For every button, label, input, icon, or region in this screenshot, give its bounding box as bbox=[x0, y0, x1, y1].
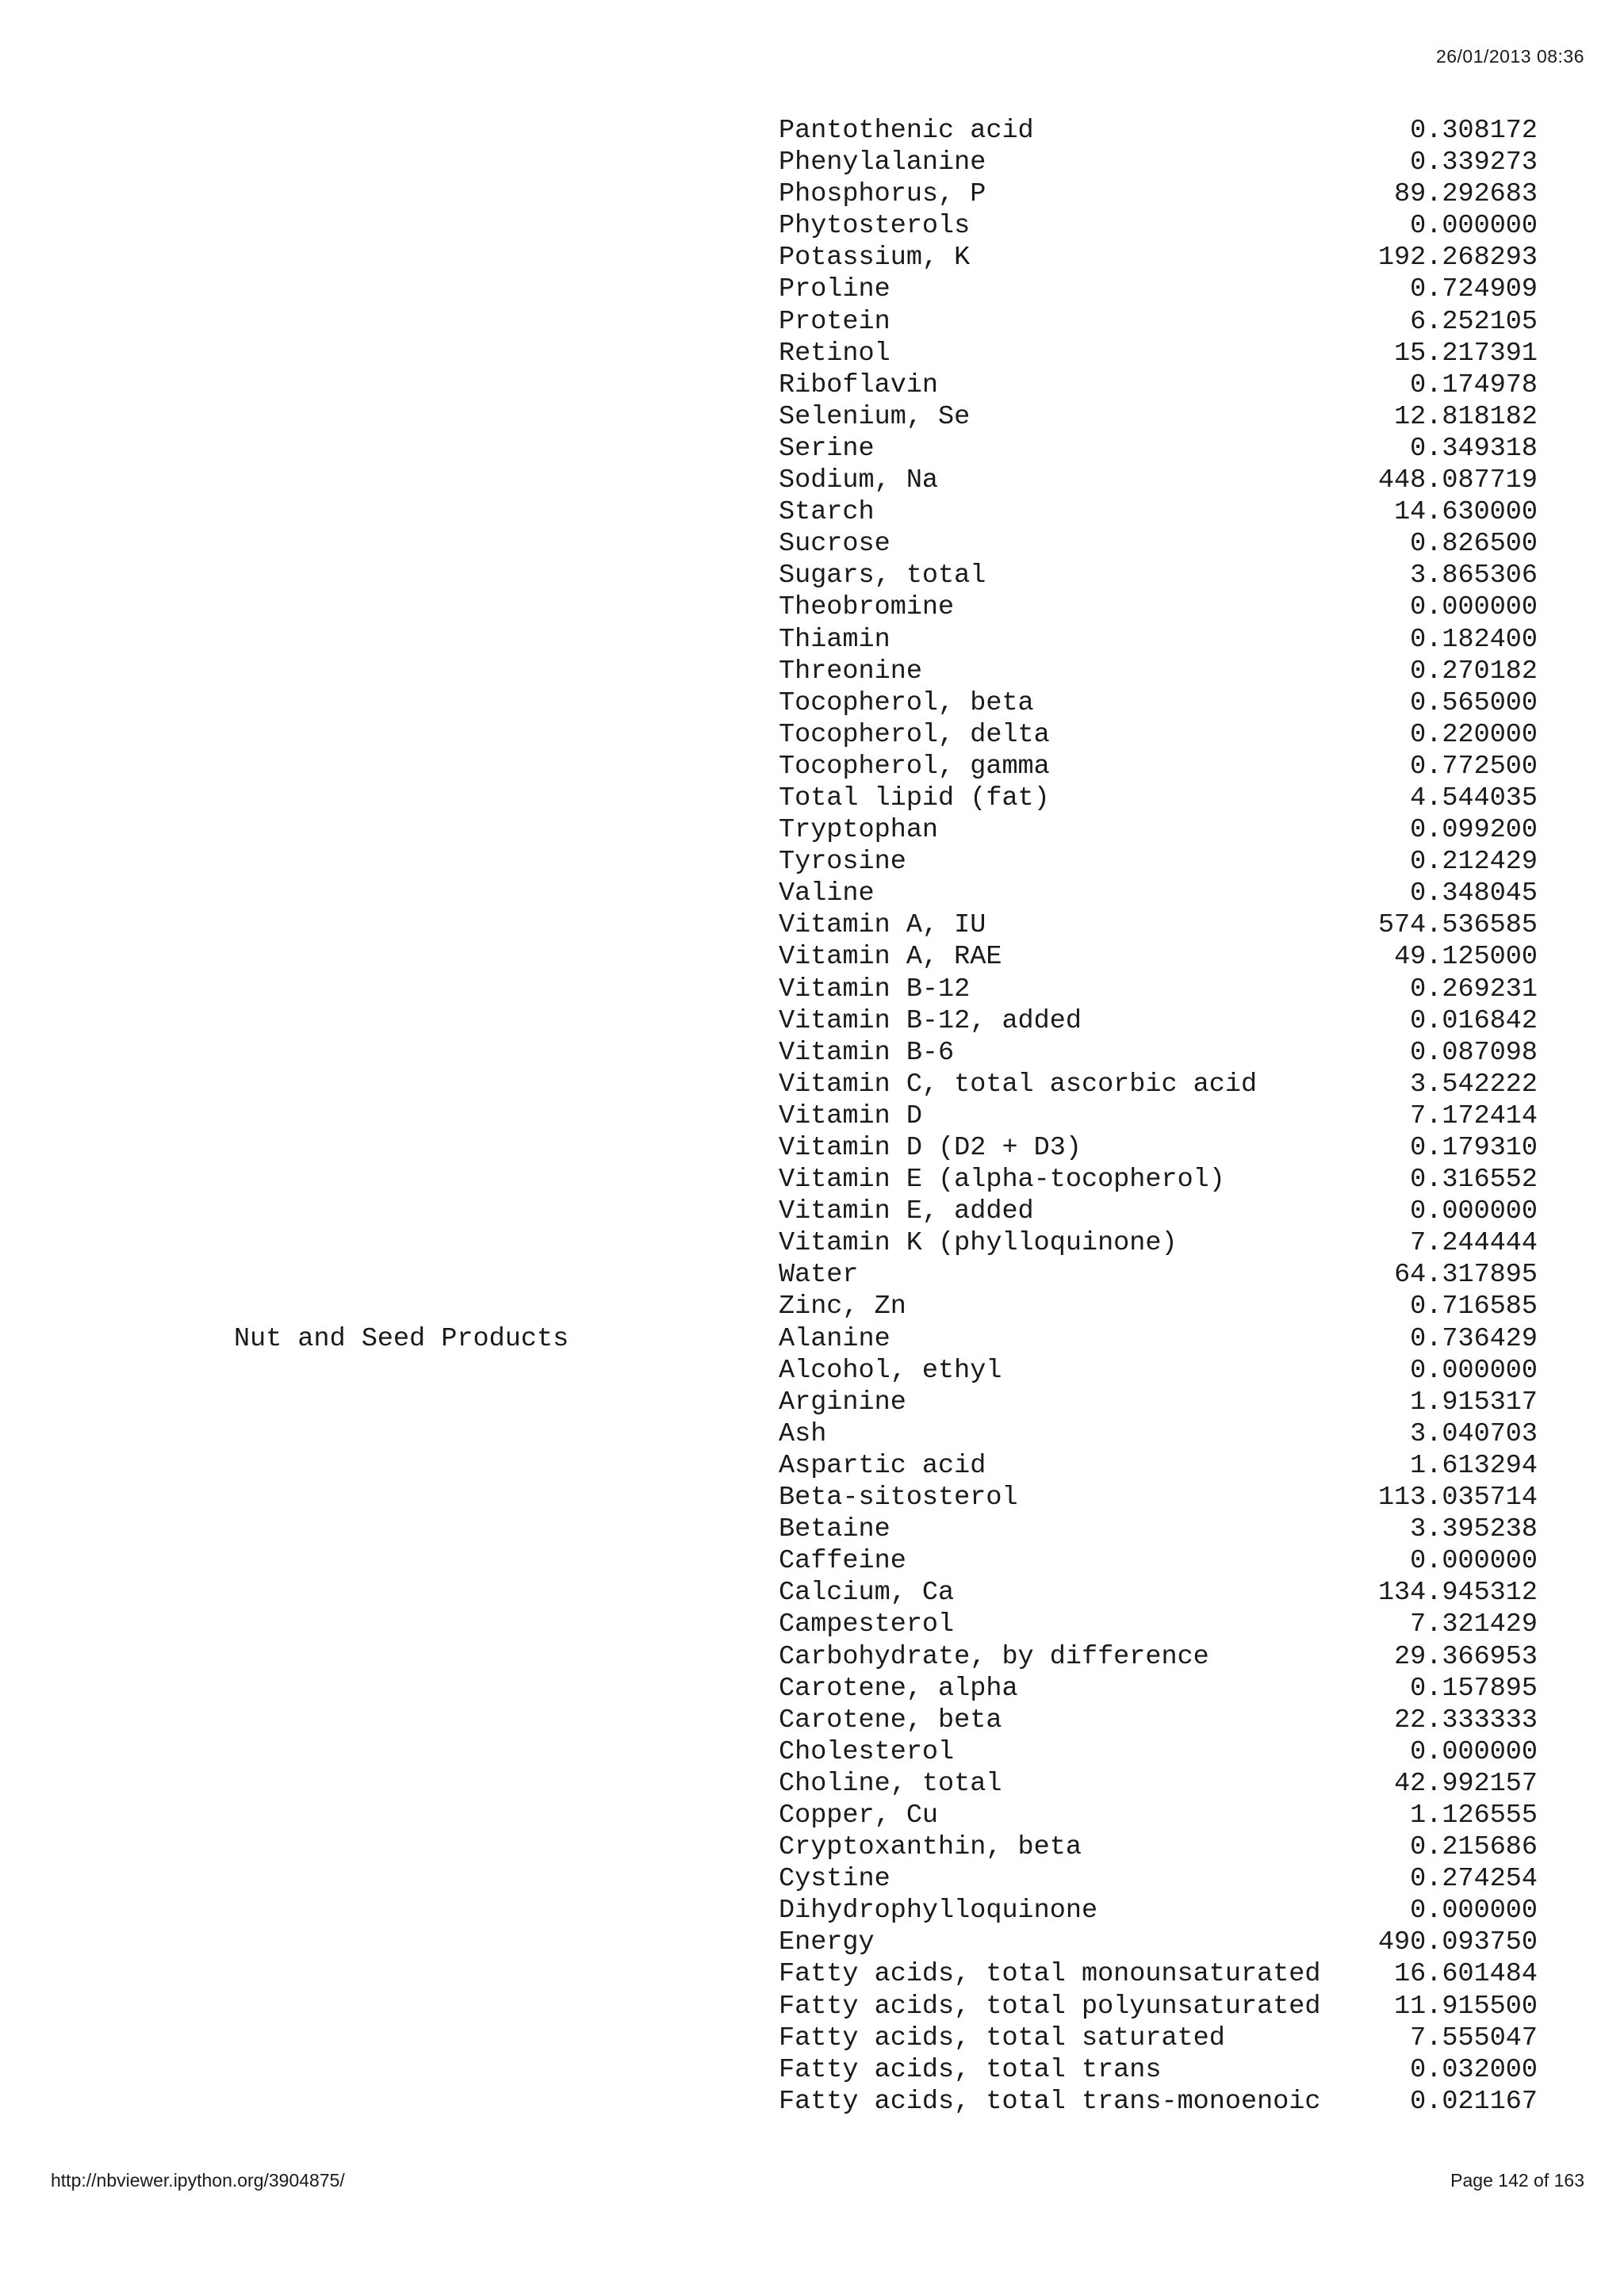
nutrient-value: 1.126555 bbox=[1410, 1800, 1538, 1831]
nutrient-name: Vitamin A, RAE bbox=[779, 942, 1002, 973]
nutrient-name: Energy bbox=[779, 1927, 875, 1958]
nutrient-value: 3.040703 bbox=[1410, 1418, 1538, 1449]
table-row bbox=[0, 687, 1624, 719]
nutrient-value: 12.818182 bbox=[1394, 401, 1538, 432]
table-row bbox=[0, 1545, 1624, 1577]
table-row bbox=[0, 560, 1624, 591]
table-row bbox=[0, 783, 1624, 814]
nutrient-value: 0.157895 bbox=[1410, 1673, 1538, 1704]
nutrient-name: Phenylalanine bbox=[779, 147, 986, 178]
table-row bbox=[0, 1323, 1624, 1355]
nutrient-value: 0.000000 bbox=[1410, 1546, 1538, 1577]
table-row bbox=[0, 2054, 1624, 2086]
nutrient-name: Cryptoxanthin, beta bbox=[779, 1832, 1082, 1863]
table-row bbox=[0, 1005, 1624, 1037]
nutrient-name: Vitamin D bbox=[779, 1100, 922, 1131]
nutrient-value: 1.915317 bbox=[1410, 1387, 1538, 1418]
nutrient-value: 64.317895 bbox=[1394, 1260, 1538, 1291]
nutrient-value: 0.215686 bbox=[1410, 1832, 1538, 1863]
nutrient-value: 0.000000 bbox=[1410, 592, 1538, 623]
table-row bbox=[0, 1418, 1624, 1450]
nutrient-name: Tocopherol, gamma bbox=[779, 751, 1050, 782]
nutrient-name: Cystine bbox=[779, 1864, 891, 1895]
nutrient-value: 0.000000 bbox=[1410, 1896, 1538, 1927]
table-row bbox=[0, 1291, 1624, 1322]
table-row bbox=[0, 465, 1624, 496]
nutrient-name: Copper, Cu bbox=[779, 1800, 939, 1831]
table-row bbox=[0, 1164, 1624, 1196]
nutrient-value: 4.544035 bbox=[1410, 783, 1538, 813]
nutrient-name: Water bbox=[779, 1260, 859, 1291]
nutrient-name: Alanine bbox=[779, 1323, 891, 1354]
nutrient-name: Ash bbox=[779, 1418, 827, 1449]
nutrient-value: 49.125000 bbox=[1394, 942, 1538, 973]
table-row bbox=[0, 974, 1624, 1005]
nutrient-value: 0.826500 bbox=[1410, 529, 1538, 560]
nutrient-value: 448.087719 bbox=[1377, 465, 1538, 496]
table-row bbox=[0, 1705, 1624, 1736]
nutrient-value: 0.182400 bbox=[1410, 624, 1538, 655]
nutrient-name: Alcohol, ethyl bbox=[779, 1355, 1002, 1386]
nutrient-value: 0.348045 bbox=[1410, 878, 1538, 909]
nutrient-name: Fatty acids, total monounsaturated bbox=[779, 1959, 1321, 1990]
nutrient-value: 490.093750 bbox=[1377, 1927, 1538, 1958]
nutrient-value: 7.321429 bbox=[1410, 1609, 1538, 1640]
nutrient-value: 0.000000 bbox=[1410, 1736, 1538, 1767]
nutrient-value: 14.630000 bbox=[1394, 497, 1538, 528]
nutrient-value: 113.035714 bbox=[1377, 1483, 1538, 1513]
nutrient-value: 7.172414 bbox=[1410, 1100, 1538, 1131]
nutrient-name: Selenium, Se bbox=[779, 401, 971, 432]
nutrient-name: Tocopherol, beta bbox=[779, 687, 1034, 718]
nutrient-name: Arginine bbox=[779, 1387, 906, 1418]
nutrient-name: Zinc, Zn bbox=[779, 1292, 906, 1322]
nutrient-value: 7.244444 bbox=[1410, 1228, 1538, 1259]
table-row bbox=[0, 719, 1624, 751]
nutrient-name: Aspartic acid bbox=[779, 1450, 986, 1481]
nutrient-name: Proline bbox=[779, 274, 891, 305]
table-row bbox=[0, 1132, 1624, 1164]
nutrient-value: 0.000000 bbox=[1410, 1196, 1538, 1227]
nutrient-name: Carotene, alpha bbox=[779, 1673, 1018, 1704]
nutrient-value: 0.316552 bbox=[1410, 1165, 1538, 1196]
nutrient-value: 0.339273 bbox=[1410, 147, 1538, 178]
table-row bbox=[0, 1991, 1624, 2022]
nutrient-name: Riboflavin bbox=[779, 369, 939, 400]
table-row bbox=[0, 1609, 1624, 1640]
nutrient-name: Sugars, total bbox=[779, 561, 986, 591]
nutrient-name: Beta-sitosterol bbox=[779, 1483, 1018, 1513]
table-row bbox=[0, 1387, 1624, 1418]
nutrient-value: 0.565000 bbox=[1410, 687, 1538, 718]
nutrient-name: Phytosterols bbox=[779, 211, 971, 242]
table-row bbox=[0, 814, 1624, 846]
nutrient-value: 0.021167 bbox=[1410, 2086, 1538, 2117]
nutrient-value: 0.179310 bbox=[1410, 1133, 1538, 1163]
table-row bbox=[0, 1069, 1624, 1100]
nutrient-value: 3.542222 bbox=[1410, 1069, 1538, 1100]
table-row bbox=[0, 1768, 1624, 1800]
nutrient-value: 11.915500 bbox=[1394, 1991, 1538, 2022]
nutrient-name: Vitamin K (phylloquinone) bbox=[779, 1228, 1178, 1259]
nutrient-value: 0.212429 bbox=[1410, 847, 1538, 878]
nutrient-name: Sucrose bbox=[779, 529, 891, 560]
table-row bbox=[0, 751, 1624, 783]
table-row bbox=[0, 1513, 1624, 1545]
nutrient-name: Total lipid (fat) bbox=[779, 783, 1050, 813]
table-row bbox=[0, 1577, 1624, 1609]
table-row bbox=[0, 1259, 1624, 1291]
nutrient-name: Phosphorus, P bbox=[779, 179, 986, 210]
table-row bbox=[0, 1800, 1624, 1831]
nutrient-name: Vitamin B-12 bbox=[779, 974, 971, 1004]
nutrient-value: 0.174978 bbox=[1410, 369, 1538, 400]
nutrient-value: 0.032000 bbox=[1410, 2054, 1538, 2085]
nutrient-value: 0.087098 bbox=[1410, 1037, 1538, 1068]
nutrient-value: 0.736429 bbox=[1410, 1323, 1538, 1354]
nutrient-value: 0.772500 bbox=[1410, 751, 1538, 782]
table-row bbox=[0, 1863, 1624, 1895]
nutrient-value: 7.555047 bbox=[1410, 2022, 1538, 2053]
nutrient-name: Fatty acids, total saturated bbox=[779, 2022, 1225, 2053]
table-row bbox=[0, 1927, 1624, 1958]
nutrient-value: 0.000000 bbox=[1410, 1355, 1538, 1386]
nutrient-name: Carbohydrate, by difference bbox=[779, 1641, 1209, 1672]
nutrient-value: 0.274254 bbox=[1410, 1864, 1538, 1895]
footer-url[interactable]: http://nbviewer.ipython.org/3904875/ bbox=[51, 2170, 345, 2191]
nutrient-name: Calcium, Ca bbox=[779, 1578, 955, 1609]
table-row bbox=[0, 242, 1624, 274]
nutrient-value: 0.716585 bbox=[1410, 1292, 1538, 1322]
table-row bbox=[0, 338, 1624, 369]
print-timestamp: 26/01/2013 08:36 bbox=[1435, 46, 1584, 67]
nutrient-value: 134.945312 bbox=[1377, 1578, 1538, 1609]
nutrient-value: 0.269231 bbox=[1410, 974, 1538, 1004]
nutrient-table bbox=[0, 115, 1624, 2118]
table-row bbox=[0, 2022, 1624, 2054]
nutrient-name: Starch bbox=[779, 497, 875, 528]
nutrient-name: Campesterol bbox=[779, 1609, 955, 1640]
table-row bbox=[0, 1831, 1624, 1863]
table-row bbox=[0, 1100, 1624, 1132]
nutrient-name: Tocopherol, delta bbox=[779, 719, 1050, 750]
table-row bbox=[0, 1895, 1624, 1927]
table-row bbox=[0, 591, 1624, 623]
table-row bbox=[0, 1037, 1624, 1069]
table-row bbox=[0, 1673, 1624, 1705]
table-row bbox=[0, 210, 1624, 242]
nutrient-name: Dihydrophylloquinone bbox=[779, 1896, 1098, 1927]
table-row bbox=[0, 1450, 1624, 1482]
nutrient-name: Potassium, K bbox=[779, 243, 971, 274]
table-row bbox=[0, 496, 1624, 528]
table-row bbox=[0, 528, 1624, 560]
table-row bbox=[0, 1482, 1624, 1513]
table-row bbox=[0, 624, 1624, 656]
table-row bbox=[0, 2086, 1624, 2118]
nutrient-value: 0.270182 bbox=[1410, 656, 1538, 687]
nutrient-name: Serine bbox=[779, 433, 875, 464]
nutrient-name: Vitamin B-12, added bbox=[779, 1005, 1082, 1036]
table-row bbox=[0, 656, 1624, 687]
nutrient-name: Betaine bbox=[779, 1514, 891, 1545]
nutrient-name: Vitamin E, added bbox=[779, 1196, 1034, 1227]
nutrient-name: Thiamin bbox=[779, 624, 891, 655]
table-row bbox=[0, 1641, 1624, 1673]
table-row bbox=[0, 1736, 1624, 1768]
page-number: Page 142 of 163 bbox=[1450, 2170, 1584, 2191]
nutrient-name: Retinol bbox=[779, 338, 891, 369]
nutrient-value: 42.992157 bbox=[1394, 1768, 1538, 1799]
nutrient-value: 1.613294 bbox=[1410, 1450, 1538, 1481]
nutrient-value: 0.016842 bbox=[1410, 1005, 1538, 1036]
nutrient-name: Valine bbox=[779, 878, 875, 909]
nutrient-value: 192.268293 bbox=[1377, 243, 1538, 274]
table-row bbox=[0, 274, 1624, 305]
nutrient-value: 0.220000 bbox=[1410, 719, 1538, 750]
nutrient-name: Caffeine bbox=[779, 1546, 906, 1577]
nutrient-value: 574.536585 bbox=[1377, 910, 1538, 941]
table-row bbox=[0, 1196, 1624, 1227]
nutrient-name: Tyrosine bbox=[779, 847, 906, 878]
nutrient-name: Fatty acids, total trans bbox=[779, 2054, 1162, 2085]
table-row bbox=[0, 178, 1624, 210]
nutrient-value: 0.000000 bbox=[1410, 211, 1538, 242]
table-row bbox=[0, 1958, 1624, 1990]
table-row bbox=[0, 1355, 1624, 1387]
table-row bbox=[0, 941, 1624, 973]
nutrient-name: Vitamin E (alpha-tocopherol) bbox=[779, 1165, 1225, 1196]
table-row bbox=[0, 846, 1624, 878]
nutrient-name: Carotene, beta bbox=[779, 1705, 1002, 1735]
table-row bbox=[0, 401, 1624, 433]
nutrient-name: Fatty acids, total polyunsaturated bbox=[779, 1991, 1321, 2022]
nutrient-name: Threonine bbox=[779, 656, 922, 687]
nutrient-name: Fatty acids, total trans-monoenoic bbox=[779, 2086, 1321, 2117]
nutrient-name: Vitamin A, IU bbox=[779, 910, 986, 941]
nutrient-value: 15.217391 bbox=[1394, 338, 1538, 369]
food-group-label: Nut and Seed Products bbox=[234, 1323, 569, 1354]
table-row bbox=[0, 147, 1624, 178]
nutrient-value: 0.349318 bbox=[1410, 433, 1538, 464]
table-row bbox=[0, 1227, 1624, 1259]
nutrient-name: Cholesterol bbox=[779, 1736, 955, 1767]
nutrient-name: Pantothenic acid bbox=[779, 116, 1034, 146]
nutrient-value: 22.333333 bbox=[1394, 1705, 1538, 1735]
nutrient-value: 0.308172 bbox=[1410, 116, 1538, 146]
nutrient-name: Tryptophan bbox=[779, 815, 939, 846]
nutrient-name: Sodium, Na bbox=[779, 465, 939, 496]
table-row bbox=[0, 306, 1624, 338]
nutrient-name: Theobromine bbox=[779, 592, 955, 623]
nutrient-value: 16.601484 bbox=[1394, 1959, 1538, 1990]
table-row bbox=[0, 369, 1624, 401]
table-row bbox=[0, 878, 1624, 909]
table-row bbox=[0, 909, 1624, 941]
nutrient-value: 29.366953 bbox=[1394, 1641, 1538, 1672]
table-row bbox=[0, 115, 1624, 147]
nutrient-value: 0.724909 bbox=[1410, 274, 1538, 305]
table-row bbox=[0, 433, 1624, 465]
nutrient-name: Vitamin B-6 bbox=[779, 1037, 955, 1068]
nutrient-name: Vitamin C, total ascorbic acid bbox=[779, 1069, 1258, 1100]
nutrient-name: Vitamin D (D2 + D3) bbox=[779, 1133, 1082, 1163]
nutrient-name: Protein bbox=[779, 306, 891, 337]
nutrient-value: 3.865306 bbox=[1410, 561, 1538, 591]
nutrient-value: 0.099200 bbox=[1410, 815, 1538, 846]
nutrient-name: Choline, total bbox=[779, 1768, 1002, 1799]
nutrient-value: 6.252105 bbox=[1410, 306, 1538, 337]
nutrient-value: 3.395238 bbox=[1410, 1514, 1538, 1545]
nutrient-value: 89.292683 bbox=[1394, 179, 1538, 210]
